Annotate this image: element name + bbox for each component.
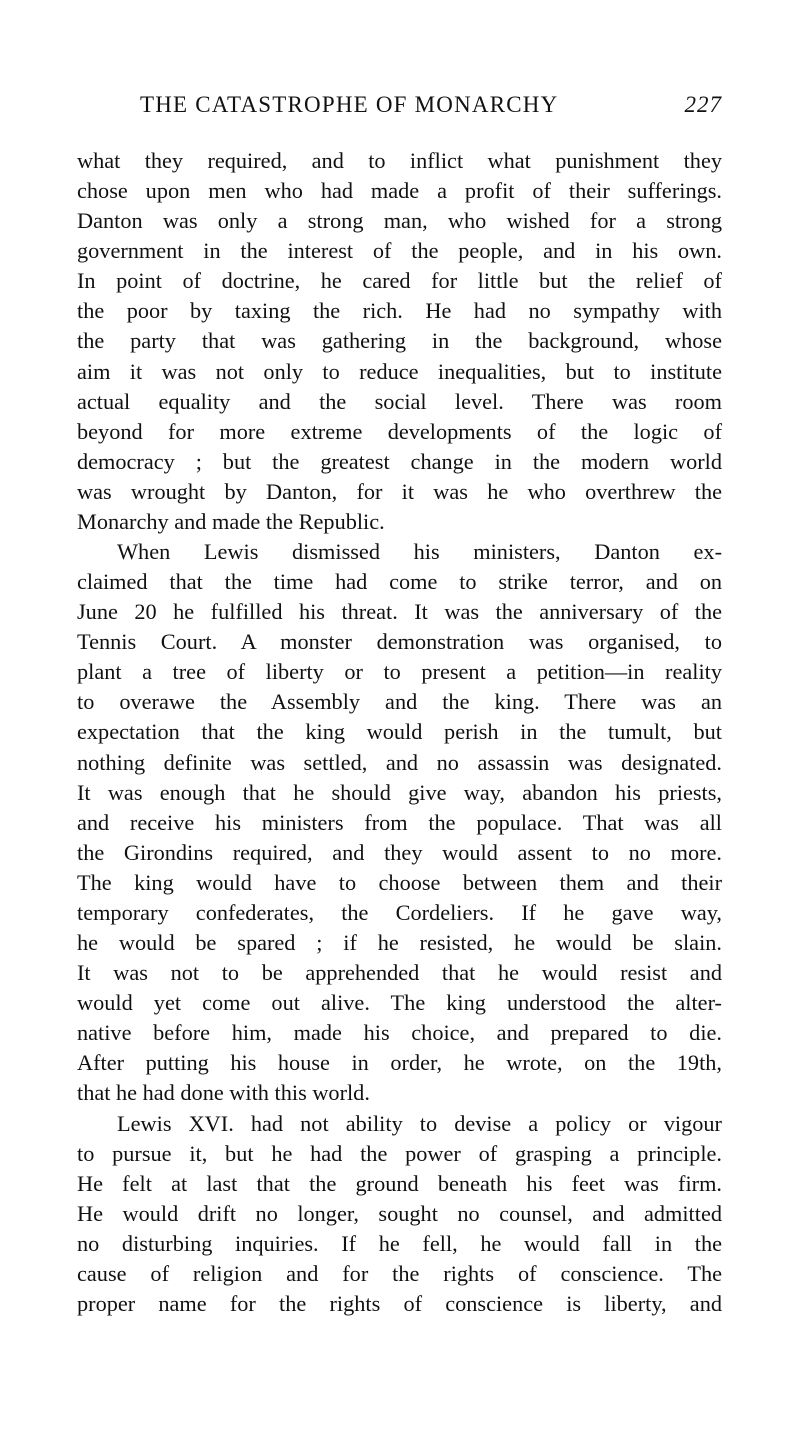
text-line-content: claimed that the time had come to strike terror, and on <box>77 569 722 595</box>
text-line-content: and receive his ministers from the populace. That was all <box>77 809 722 835</box>
text-line <box>77 597 722 627</box>
text-line <box>77 687 722 717</box>
text-line-content: would yet come out alive. The king understood the alter- <box>77 990 722 1016</box>
text-line-content: he would be spared ; if he resisted, he would be slain. <box>77 930 722 956</box>
text-line-content: Lewis XVI. had not ability to devise a policy or vigour <box>117 1110 722 1136</box>
text-line-content: that he had done with this world. <box>77 1080 370 1106</box>
text-line <box>77 1109 722 1139</box>
text-line <box>77 477 722 507</box>
text-line-content: It was not to be apprehended that he would resist and <box>77 960 722 986</box>
running-header <box>140 92 722 122</box>
text-line <box>77 357 722 387</box>
text-line-content: beyond for more extreme developments of the logic of <box>77 418 722 444</box>
text-line <box>77 1289 722 1319</box>
text-line-content: In point of doctrine, he cared for little but the relief of <box>77 268 722 294</box>
text-line-content: June 20 he fulfilled his threat. It was the anniversary of the <box>77 599 722 625</box>
text-line <box>77 1169 722 1199</box>
text-line <box>77 778 722 808</box>
text-line-content: Danton was only a strong man, who wished for a strong <box>77 208 722 234</box>
text-line <box>77 266 722 296</box>
text-line <box>77 1229 722 1259</box>
text-line <box>77 507 722 537</box>
text-line-content: government in the interest of the people, and in his own. <box>77 238 722 264</box>
text-line-content: The king would have to choose between them and their <box>77 869 722 895</box>
text-line <box>77 567 722 597</box>
text-line-content: expectation that the king would perish in the tumult, but <box>77 719 722 745</box>
text-line-content: aim it was not only to reduce inequalities, but to institute <box>77 358 722 384</box>
text-line-content: native before him, made his choice, and prepared to die. <box>77 1020 722 1046</box>
text-line <box>77 1259 722 1289</box>
text-line-content: temporary confederates, the Cordeliers. If he gave way, <box>77 899 722 925</box>
text-line <box>77 898 722 928</box>
text-line <box>77 447 722 477</box>
text-line-content: what they required, and to inflict what punishment they <box>77 148 722 173</box>
text-line <box>77 1078 722 1108</box>
text-line <box>77 537 722 567</box>
text-line <box>77 326 722 356</box>
text-line-content: to overawe the Assembly and the king. There was an <box>77 689 722 715</box>
text-line <box>77 808 722 838</box>
text-line <box>77 627 722 657</box>
text-line-content: the party that was gathering in the background, whose <box>77 328 722 354</box>
text-line <box>77 206 722 236</box>
text-line <box>77 1199 722 1229</box>
text-line-content: chose upon men who had made a profit of their sufferings. <box>77 178 722 204</box>
text-line-content: He felt at last that the ground beneath his feet was firm. <box>77 1170 722 1196</box>
text-line <box>77 236 722 266</box>
text-line <box>77 296 722 326</box>
page-number: 227 <box>684 92 722 117</box>
text-line <box>77 417 722 447</box>
text-line <box>77 868 722 898</box>
text-line-content: It was enough that he should give way, abandon his priests, <box>77 779 722 805</box>
text-line <box>77 1018 722 1048</box>
text-line-content: was wrought by Danton, for it was he who overthrew the <box>77 478 722 504</box>
text-line-content: After putting his house in order, he wrote, on the 19th, <box>77 1050 722 1076</box>
text-line-content: cause of religion and for the rights of conscience. The <box>77 1260 722 1286</box>
text-line <box>77 657 722 687</box>
text-line <box>77 838 722 868</box>
text-line <box>77 1139 722 1169</box>
text-line <box>77 988 722 1018</box>
text-line-content: When Lewis dismissed his ministers, Danton ex- <box>117 539 722 565</box>
text-line-content: democracy ; but the greatest change in the modern world <box>77 448 722 474</box>
text-line-content: actual equality and the social level. There was room <box>77 388 722 414</box>
text-line-content: Tennis Court. A monster demonstration was organised, to <box>77 629 722 655</box>
text-line-content: plant a tree of liberty or to present a petition—in reality <box>77 659 722 685</box>
text-line <box>77 176 722 206</box>
text-line <box>77 146 722 176</box>
text-line-content: proper name for the rights of conscience is liberty, and <box>77 1290 722 1316</box>
text-line <box>77 928 722 958</box>
text-line-content: to pursue it, but he had the power of grasping a principle. <box>77 1140 722 1166</box>
text-line <box>77 958 722 988</box>
text-line <box>77 1048 722 1078</box>
text-line <box>77 387 722 417</box>
text-line-content: the poor by taxing the rich. He had no sympathy with <box>77 298 722 324</box>
text-line-content: the Girondins required, and they would assent to no more. <box>77 839 722 865</box>
running-title: THE CATASTROPHE OF MONARCHY <box>140 92 559 117</box>
text-line-content: nothing definite was settled, and no assassin was designated. <box>77 749 722 775</box>
text-line <box>77 748 722 778</box>
text-line <box>77 717 722 747</box>
page-body-text <box>77 146 722 1319</box>
text-line-content: Monarchy and made the Republic. <box>77 508 385 534</box>
text-line-content: no disturbing inquiries. If he fell, he would fall in the <box>77 1230 722 1256</box>
text-line-content: He would drift no longer, sought no counsel, and admitted <box>77 1200 722 1226</box>
